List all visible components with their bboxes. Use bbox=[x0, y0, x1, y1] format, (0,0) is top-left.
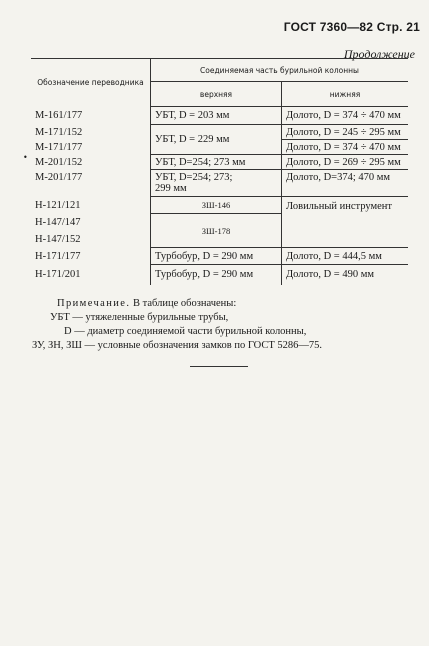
row-upper-line-1: УБТ, D=254; 273; bbox=[155, 172, 233, 183]
row-code: Н-171/177 bbox=[31, 248, 151, 265]
row-lower: Долото, D=374; 470 мм bbox=[282, 170, 409, 197]
row-lower: Долото, D = 245 ÷ 295 мм bbox=[282, 125, 409, 140]
row-upper: УБТ, D=254; 273 мм bbox=[151, 155, 282, 170]
table-row bbox=[31, 265, 408, 285]
note-intro: В таблице обозначены: bbox=[130, 298, 237, 309]
row-code: Н-147/147 bbox=[31, 214, 151, 231]
table-row bbox=[31, 107, 408, 125]
row-upper: УБТ, D = 229 мм bbox=[151, 125, 282, 155]
continuation-label: Продолжение bbox=[343, 47, 415, 61]
row-lower: Долото, D = 374 ÷ 470 мм bbox=[282, 107, 409, 125]
closing-rule bbox=[190, 366, 248, 367]
row-lower: Долото, D = 444,5 мм bbox=[282, 248, 409, 265]
row-upper: ЗШ-146 bbox=[151, 197, 282, 214]
row-code: М-201/152 bbox=[31, 155, 151, 170]
row-code: М-171/152 bbox=[31, 125, 151, 140]
row-code: Н-121/121 bbox=[31, 197, 151, 214]
row-lower: Ловильный инструмент bbox=[282, 197, 409, 248]
note-line-1: УБТ — утяжеленные бурильные трубы, bbox=[50, 312, 229, 323]
group-header: Соединяемая часть бурильной колонны bbox=[151, 59, 409, 82]
note-line-2: D — диаметр соединяемой части бурильной колонны, bbox=[64, 326, 307, 337]
table-row bbox=[31, 155, 408, 170]
row-upper: Турбобур, D = 290 мм bbox=[151, 248, 282, 265]
table-row bbox=[31, 170, 408, 197]
table-row bbox=[31, 197, 408, 214]
row-code: М-171/177 bbox=[31, 140, 151, 155]
row-lower: Долото, D = 490 мм bbox=[286, 269, 374, 281]
row-code: М-161/177 bbox=[31, 107, 151, 125]
col1-header: Обозначение переводника bbox=[31, 59, 151, 107]
col2-header: верхняя bbox=[151, 82, 282, 107]
row-upper: Турбобур, D = 290 мм bbox=[151, 265, 282, 285]
page-header: ГОСТ 7360—82 Стр. 21 bbox=[283, 20, 420, 34]
row-upper: УБТ, D = 203 мм bbox=[151, 107, 282, 125]
row-upper-line-2: 299 мм bbox=[155, 183, 187, 194]
table-note bbox=[34, 297, 424, 353]
row-code: Н-171/201 bbox=[31, 265, 151, 285]
table-row bbox=[31, 248, 408, 265]
row-upper bbox=[151, 170, 282, 197]
row-code: Н-147/152 bbox=[31, 231, 151, 248]
note-title: Примечание. bbox=[57, 298, 131, 309]
row-lower: Долото, D = 269 ÷ 295 мм bbox=[282, 155, 409, 170]
table-row bbox=[31, 125, 408, 140]
note-line-3: ЗУ, ЗН, ЗШ — условные обозначения замков по ГОСТ 5286—75. bbox=[32, 340, 323, 351]
margin-mark: • bbox=[23, 153, 28, 162]
col3-header: нижняя bbox=[282, 82, 409, 107]
row-upper: ЗШ-178 bbox=[151, 214, 282, 248]
row-code: М-201/177 bbox=[31, 170, 151, 197]
row-lower: Долото, D = 374 ÷ 470 мм bbox=[282, 140, 409, 155]
adapter-table bbox=[31, 58, 408, 285]
